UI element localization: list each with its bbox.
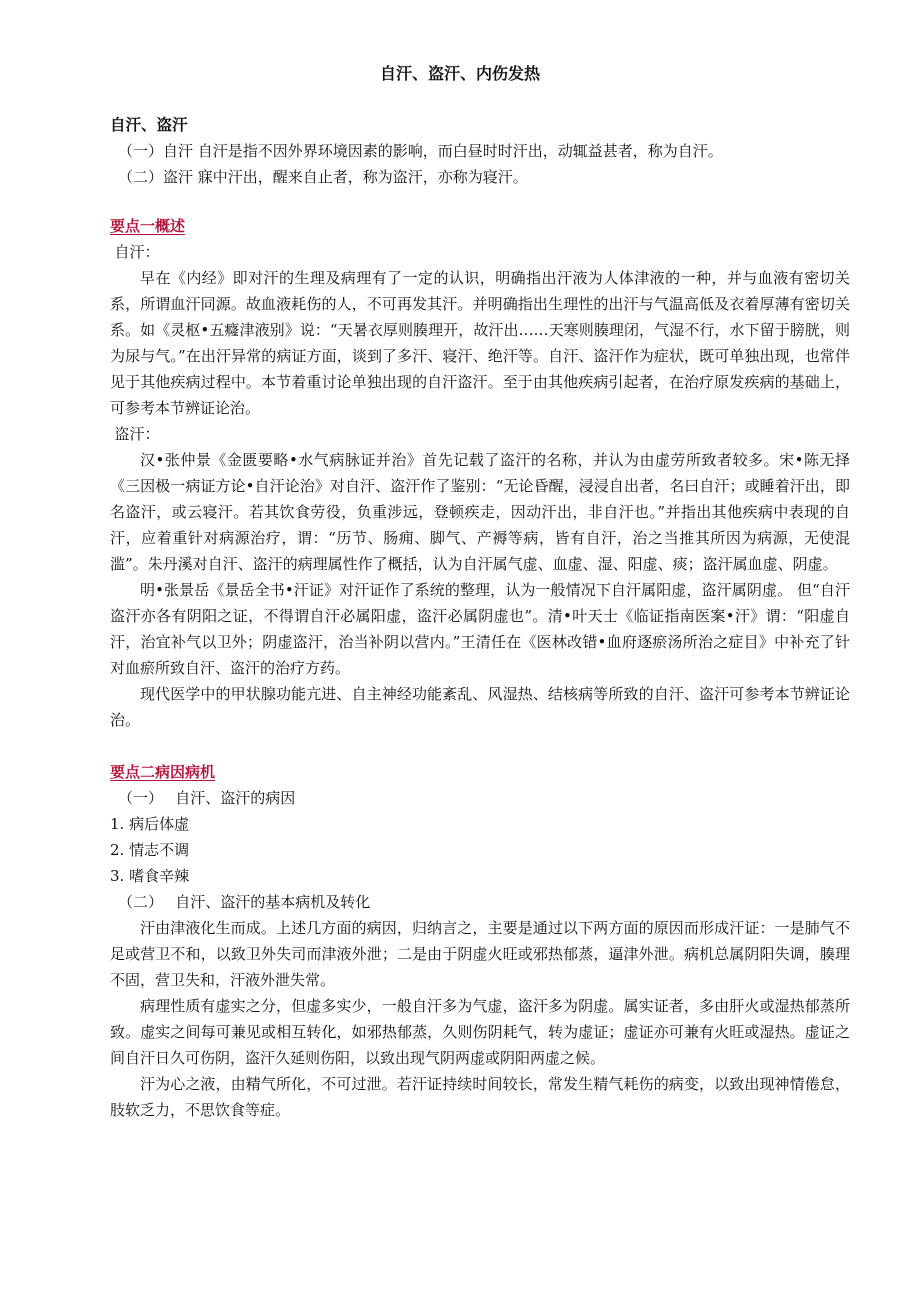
cause-item: 2. 情志不调: [110, 841, 190, 859]
definition-zihan: （一）自汗 自汗是指不因外界环境因素的影响，而白昼时时汗出，动辄益甚者，称为自汗。: [118, 142, 723, 160]
paragraph-sweat-heart: 汗为心之液，由精气所化，不可过泄。若汗证持续时间较长，常发生精气耗伤的病变，以致出现神情倦怠，肢软乏力，不思饮食等症。: [110, 1075, 850, 1119]
label-daohan: 盗汗：: [114, 425, 160, 443]
section1-heading: 要点一概述: [110, 217, 186, 235]
label-zihan: 自汗：: [114, 243, 160, 261]
section2-heading: 要点二病因病机: [110, 763, 216, 781]
paragraph-mechanism: 汗由津液化生而成。上述几方面的病因，归纳言之，主要是通过以下两方面的原因而形成汗证：一是肺气不足或营卫不和，以致卫外失司而津液外泄；二是由于阴虚火旺或邪热郁蒸，逼津外泄。病机总属阴阳失调，腠理不固，营卫失和，汗液外泄失常。: [110, 919, 850, 989]
paragraph-daohan-ming-qing: 明•张景岳《景岳全书•汗证》对汗证作了系统的整理，认为一般情况下自汗属阳虚，盗汗属阴虚。 但“自汗盗汗亦各有阴阳之证，不得谓自汗必属阳虚，盗汗必属阴虚也”。清•叶天士《临证指南医案•汗》谓：“阳虚自汗，治宜补气以卫外；阴虚盗汗，治当补阴以营内。”王清任在《医林改错•血府逐瘀汤所治之症目》中补充了针对血瘀所致自汗、盗汗的治疗方药。: [110, 581, 850, 677]
cause-item: 1. 病后体虚: [110, 815, 190, 833]
document-body: [110, 112, 850, 1123]
subsection-mechanism-title: （二） 自汗、盗汗的基本病机及转化: [118, 893, 371, 911]
intro-heading: 自汗、盗汗: [110, 116, 188, 134]
paragraph-pathology: 病理性质有虚实之分，但虚多实少，一般自汗多为气虚，盗汗多为阴虚。属实证者，多由肝火或湿热郁蒸所致。虚实之间每可兼见或相互转化，如邪热郁蒸，久则伤阴耗气，转为虚证；虚证亦可兼有火旺或湿热。虚证之间自汗日久可伤阴，盗汗久延则伤阳，以致出现气阴两虚或阴阳两虚之候。: [110, 997, 850, 1067]
paragraph-zihan: 早在《内经》即对汗的生理及病理有了一定的认识，明确指出汗液为人体津液的一种，并与血液有密切关系，所谓血汗同源。故血液耗伤的人，不可再发其汗。并明确指出生理性的出汗与气温高低及衣着厚薄有密切关系。如《灵枢•五癃津液别》说：“天暑衣厚则腠理开，故汗出……天寒则腠理闭，气湿不行，水下留于膀胱，则为尿与气。”在出汗异常的病证方面，谈到了多汗、寝汗、绝汗等。自汗、盗汗作为症状，既可单独出现，也常伴见于其他疾病过程中。本节着重讨论单独出现的自汗盗汗。至于由其他疾病引起者，在治疗原发疾病的基础上，可参考本节辨证论治。: [110, 269, 850, 417]
paragraph-modern-medicine: 现代医学中的甲状腺功能亢进、自主神经功能紊乱、风湿热、结核病等所致的自汗、盗汗可参考本节辨证论治。: [110, 685, 850, 729]
definition-daohan: （二）盗汗 寐中汗出，醒来自止者，称为盗汗，亦称为寝汗。: [118, 168, 528, 186]
paragraph-daohan-history: 汉•张仲景《金匮要略•水气病脉证并治》首先记载了盗汗的名称，并认为由虚劳所致者较多。宋•陈无择《三因极一病证方论•自汗论治》对自汗、盗汗作了鉴别：“无论昏醒，浸浸自出者，名曰自汗；或睡着汗出，即名盗汗，或云寝汗。若其饮食劳役，负重涉远，登顿疾走，因动汗出，非自汗也。”并指出其他疾病中表现的自汗，应着重针对病源治疗，谓：“历节、肠痈、脚气、产褥等病，皆有自汗，治之当推其所因为病源，无使混滥”。朱丹溪对自汗、盗汗的病理属性作了概括，认为自汗属气虚、血虚、湿、阳虚、痰；盗汗属血虚、阴虚。: [110, 451, 850, 573]
subsection-causes-title: （一） 自汗、盗汗的病因: [118, 789, 296, 807]
cause-item: 3. 嗜食辛辣: [110, 867, 190, 885]
document-title: 自汗、盗汗、内伤发热: [379, 64, 540, 83]
